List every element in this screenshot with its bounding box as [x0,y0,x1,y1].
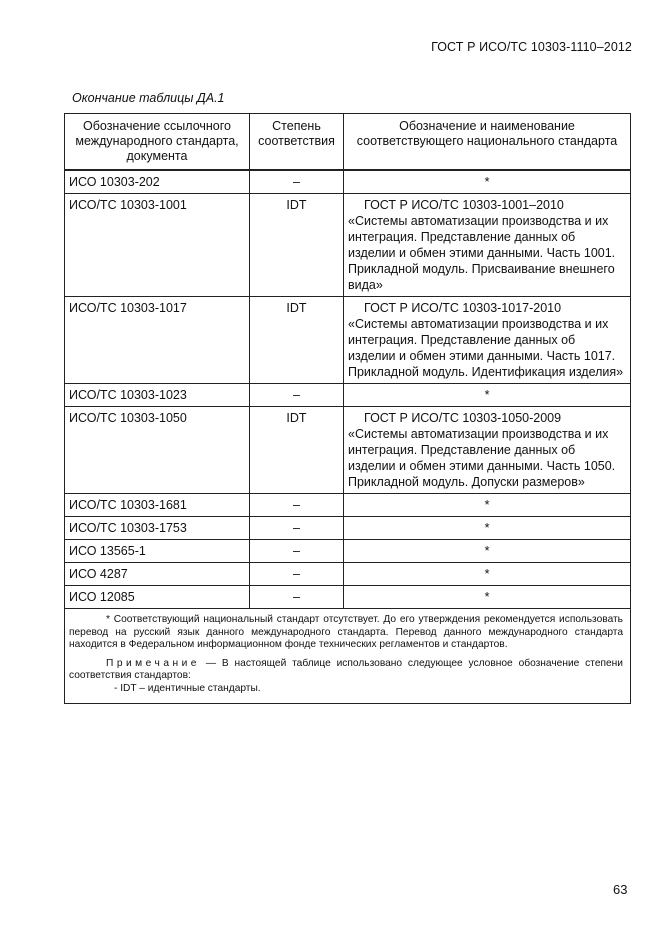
national-standard-id: ГОСТ Р ИСО/ТС 10303-1050-2009 [364,411,562,425]
footnote-text: * Соответствующий национальный стандарт отсутствует. До его утверждения рекомендуется использовать перевод на русский язык данного международного стандарта. Перевод данного международного стандарта находится в Федеральном информационном фонде технических регламентов и стандартов. [69,614,623,650]
table-footnote [65,609,631,704]
reference-standard-cell: ИСО 10303-202 [65,170,250,194]
reference-standard-cell: ИСО 13565-1 [65,540,250,563]
national-standard-cell: * [344,563,631,586]
national-standard-cell: * [344,494,631,517]
reference-standard-cell: ИСО/ТС 10303-1017 [65,297,250,384]
table-header-row [65,114,631,171]
degree-cell: – [250,586,344,609]
document-header: ГОСТ Р ИСО/ТС 10303-1110–2012 [431,40,632,54]
degree-cell: – [250,517,344,540]
degree-cell: IDT [250,407,344,494]
table-row [65,517,631,540]
table-row [65,540,631,563]
table-row [65,494,631,517]
reference-standard-cell: ИСО/ТС 10303-1681 [65,494,250,517]
national-standard-cell [344,407,631,494]
degree-cell: IDT [250,194,344,297]
note-text: — В настоящей таблице использовано следующее условное обозначение степени соответствия стандартов: [69,657,623,681]
table-row [65,384,631,407]
reference-standard-cell: ИСО/ТС 10303-1050 [65,407,250,494]
column-header-national: Обозначение и наименование соответствующего национального стандарта [344,114,631,171]
table-row [65,563,631,586]
degree-cell: – [250,384,344,407]
degree-cell: – [250,563,344,586]
reference-standard-cell: ИСО/ТС 10303-1753 [65,517,250,540]
table-row [65,297,631,384]
national-standard-title: «Системы автоматизации производства и их интеграция. Представление данных об изделии и обмен этими данными. Часть 1017. Прикладной модуль. Идентификация изделия» [348,317,624,379]
degree-cell: IDT [250,297,344,384]
degree-cell: – [250,540,344,563]
reference-standard-cell: ИСО/ТС 10303-1023 [65,384,250,407]
table-row [65,407,631,494]
table-row [65,170,631,194]
note-item: - IDT – идентичные стандарты. [114,682,261,694]
table-row [65,194,631,297]
national-standard-cell [344,194,631,297]
national-standard-cell: * [344,384,631,407]
national-standard-title: «Системы автоматизации производства и их интеграция. Представление данных об изделии и обмен этими данными. Часть 1001. Прикладной модуль. Присваивание внешнего вида» [348,214,616,292]
national-standard-cell: * [344,517,631,540]
degree-cell: – [250,494,344,517]
national-standard-id: ГОСТ Р ИСО/ТС 10303-1017-2010 [364,301,562,315]
column-header-degree: Степень соответствия [250,114,344,171]
degree-cell: – [250,170,344,194]
table-body [65,114,631,704]
note-label: Примечание [106,657,200,669]
column-header-reference: Обозначение ссылочного международного стандарта, документа [65,114,250,171]
reference-standard-cell: ИСО/ТС 10303-1001 [65,194,250,297]
table-caption: Окончание таблицы ДА.1 [72,91,225,105]
national-standard-title: «Системы автоматизации производства и их интеграция. Представление данных об изделии и обмен этими данными. Часть 1050. Прикладной модуль. Допуски размеров» [348,427,616,489]
national-standard-cell: * [344,586,631,609]
table-row [65,586,631,609]
reference-standard-cell: ИСО 4287 [65,563,250,586]
national-standard-cell [344,297,631,384]
note-paragraph [69,658,623,683]
national-standard-cell: * [344,170,631,194]
national-standard-id: ГОСТ Р ИСО/ТС 10303-1001–2010 [364,198,564,212]
national-standard-cell: * [344,540,631,563]
page-number: 63 [613,882,628,897]
reference-standard-cell: ИСО 12085 [65,586,250,609]
standards-table [64,113,631,704]
footnote-row [65,609,631,704]
